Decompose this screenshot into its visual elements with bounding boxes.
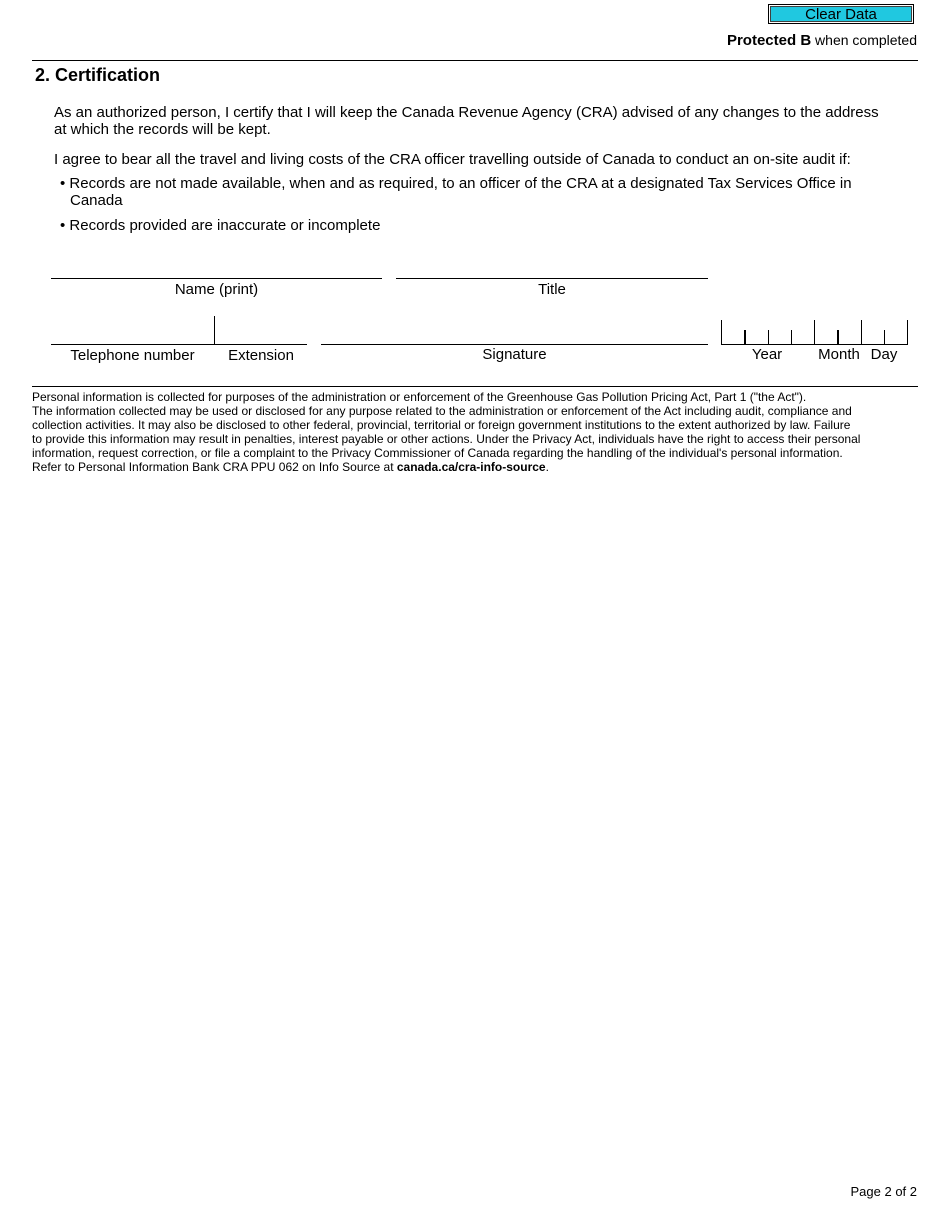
certification-paragraph-2: I agree to bear all the travel and living costs of the CRA officer travelling outside of Canada to conduct an on-site audit if: [54, 151, 851, 168]
telephone-extension-divider [214, 316, 215, 344]
bullet-item-records-unavailable: • Records are not made available, when and as required, to an officer of the CRA at a designated Tax Services Office in Canada [60, 175, 852, 209]
date-tick [791, 330, 792, 344]
date-tick [721, 320, 722, 344]
date-tick [814, 320, 815, 344]
extension-input[interactable] [216, 318, 306, 344]
telephone-label: Telephone number [70, 347, 195, 364]
date-tick [768, 330, 769, 344]
top-divider [32, 60, 918, 61]
title-label: Title [538, 281, 566, 298]
extension-label: Extension [228, 347, 294, 364]
name-input-area[interactable] [51, 255, 382, 279]
bullet-item-records-inaccurate: • Records provided are inaccurate or incomplete [60, 217, 381, 234]
year-label: Year [751, 346, 783, 363]
title-field-line [396, 278, 708, 279]
clear-data-button[interactable]: Clear Data [768, 4, 914, 24]
date-input[interactable] [721, 320, 908, 345]
telephone-field-line [51, 344, 307, 345]
protected-b-suffix: when completed [811, 32, 917, 48]
month-label: Month [818, 346, 860, 363]
protected-b-notice [727, 32, 917, 49]
name-label: Name (print) [174, 281, 259, 298]
date-tick [837, 330, 839, 344]
privacy-line: information, request correction, or file a complaint to the Privacy Commissioner of Canada regarding the handling of the individual's personal information. [32, 446, 843, 460]
signature-field-line [321, 344, 708, 345]
day-label: Day [870, 346, 898, 363]
date-tick [884, 330, 885, 344]
privacy-line-last [32, 460, 902, 474]
date-baseline [721, 344, 908, 345]
signature-area[interactable] [321, 318, 708, 344]
protected-b-label: Protected B [726, 32, 812, 49]
privacy-last-suffix: . [545, 460, 549, 474]
section-title: 2. Certification [35, 65, 161, 85]
privacy-notice [32, 390, 902, 474]
privacy-divider [32, 386, 918, 387]
signature-label: Signature [482, 346, 547, 363]
date-tick [907, 320, 908, 344]
telephone-input[interactable] [51, 318, 213, 344]
title-input-area[interactable] [396, 255, 708, 279]
privacy-last-prefix: Refer to Personal Information Bank CRA PPU 062 on Info Source at [32, 460, 397, 474]
cra-info-source-link[interactable]: canada.ca/cra-info-source [396, 460, 546, 474]
privacy-line: collection activities. It may also be disclosed to other federal, provincial, territorial or foreign government institutions to the extent authorized by law. Failure [32, 418, 851, 432]
name-field-line [51, 278, 382, 279]
date-tick [861, 320, 862, 344]
date-tick [744, 330, 746, 344]
privacy-line: The information collected may be used or disclosed for any purpose related to the administration or enforcement of the Act including audit, compliance and [32, 404, 852, 418]
privacy-line: Personal information is collected for purposes of the administration or enforcement of the Greenhouse Gas Pollution Pricing Act, Part 1 ("the Act"). [32, 390, 807, 404]
certification-paragraph-1: As an authorized person, I certify that I will keep the Canada Revenue Agency (CRA) advised of any changes to the address at which the records will be kept. [54, 104, 879, 138]
privacy-line: to provide this information may result in penalties, interest payable or other actions. Under the Privacy Act, individuals have the right to access their personal [32, 432, 861, 446]
page-number: Page 2 of 2 [850, 1184, 917, 1199]
